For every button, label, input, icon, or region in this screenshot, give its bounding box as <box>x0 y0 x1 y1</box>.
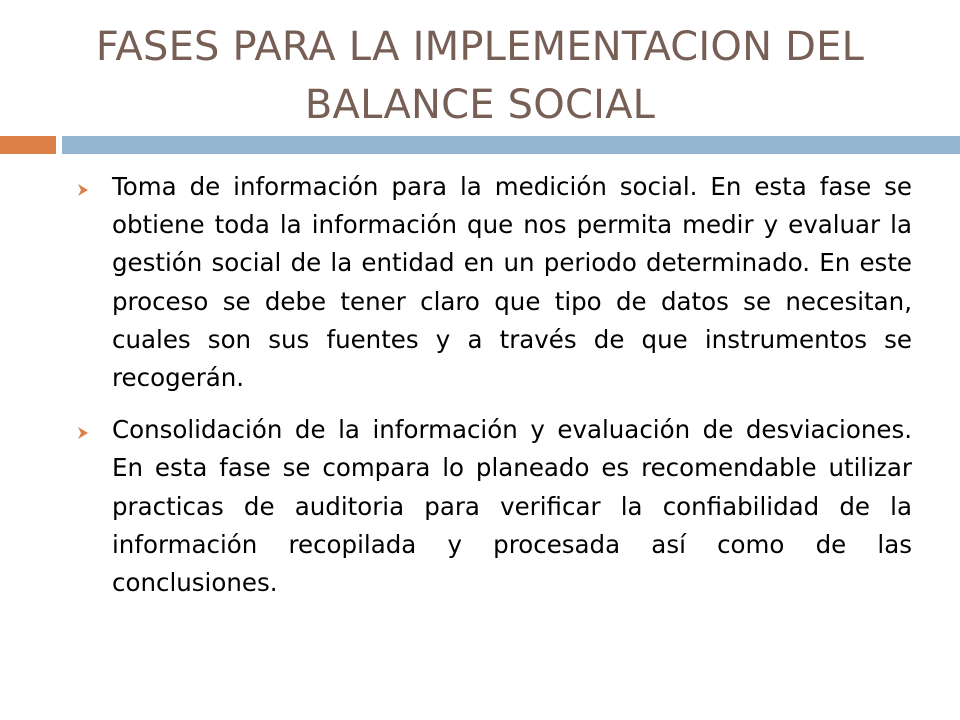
bullet-text: Toma de información para la medición social. En esta fase se obtiene toda la información que nos permita medir y evaluar la gestión social de la entidad en un periodo determinado. En este proceso se debe tener claro que tipo de datos se necesitan, cuales son sus fuentes y a través de que instrumentos se recogerán. <box>112 172 912 393</box>
bullet-item <box>76 168 912 397</box>
arrowhead-bullet-icon <box>76 426 90 440</box>
arrowhead-bullet-icon <box>76 183 90 197</box>
slide-title <box>40 18 920 134</box>
bullet-item <box>76 411 912 602</box>
accent-band-orange <box>0 136 56 154</box>
accent-band-blue <box>62 136 960 154</box>
title-line-2: BALANCE SOCIAL <box>304 82 656 128</box>
title-line-1: FASES PARA LA IMPLEMENTACION DEL <box>95 24 865 70</box>
bullet-text: Consolidación de la información y evaluación de desviaciones. En esta fase se compara lo planeado es recomendable utilizar practicas de auditoria para verificar la confiabilidad de la información recopilada y procesada así como de las conclusiones. <box>112 415 912 598</box>
bullet-list <box>76 168 912 616</box>
